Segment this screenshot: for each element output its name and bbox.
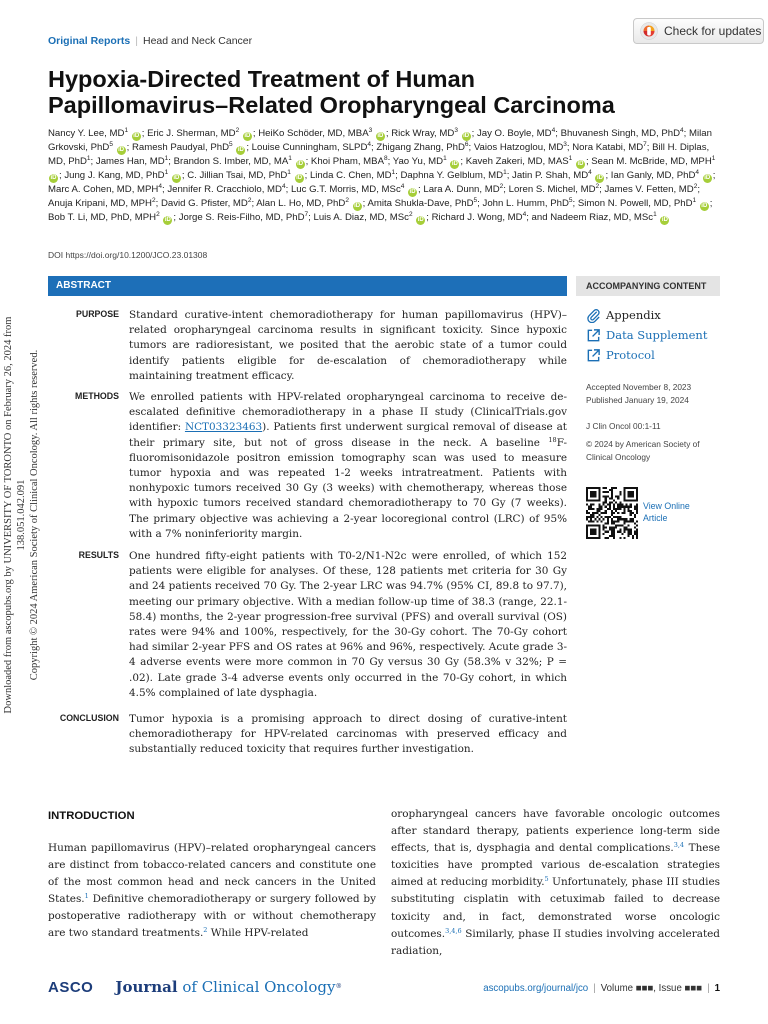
author-name: Bhuvanesh Singh, MD, PhD (560, 128, 681, 139)
affiliation-ref: 4 (588, 169, 592, 176)
abstract-heading: ABSTRACT (48, 276, 567, 296)
affiliation-ref: 1 (287, 169, 291, 176)
protocol-link[interactable]: Protocol (586, 345, 707, 365)
download-notice: Downloaded from ascopubs.org by UNIVERSITY OF TORONTO on February 26, 2024 from 138.051.042.091 Copyright © 2024 American Society of Clinical Oncology. All rights reserved. (3, 316, 40, 714)
author-name: James V. Fetten, MD (604, 184, 694, 195)
author-name: Alan L. Ho, MD, PhD (256, 198, 346, 209)
check-updates-icon (640, 22, 658, 40)
affiliation-ref: 1 (288, 155, 292, 162)
author-name: Daphna Y. Gelblum, MD (400, 170, 504, 181)
citation-ref[interactable]: 5 (544, 875, 549, 884)
affiliation-ref: 3 (563, 141, 567, 148)
affiliation-ref: 6 (464, 141, 469, 148)
author-name: Yao Yu, MD (392, 156, 444, 167)
author-name: Jatin P. Shah, MD (512, 170, 589, 181)
affiliation-ref: 3 (454, 127, 458, 134)
affiliation-ref: 1 (443, 155, 447, 162)
author-name: Linda C. Chen, MD (309, 170, 392, 181)
author-name: Louise Cunningham, SLPD (251, 142, 368, 153)
author-name: Nancy Y. Lee, MD (48, 128, 125, 139)
qr-code-icon[interactable] (586, 487, 638, 539)
affiliation-ref: 1 (503, 169, 507, 176)
orcid-icon[interactable]: iD (354, 203, 361, 209)
clinicaltrials-link[interactable]: NCT03323463 (184, 421, 263, 434)
intro-column-left: Human papillomavirus (HPV)–related oropharyngeal cancers are distinct from tobacco-related cancers and constitute one of the most common head and neck cancers in the United States.$^1$ Definitive chemoradiotherapy or surgery followed by postoperative radiotherapy with or without chemotherapy are two standard treatments.$^2$ While HPV-related (48, 842, 376, 940)
doi-link[interactable]: DOI https://doi.org/10.1200/JCO.23.01308 (48, 250, 208, 260)
results-label: RESULTS (78, 550, 119, 560)
external-link-icon (586, 348, 601, 363)
copyright-line: © 2024 by American Society of (586, 439, 700, 449)
orcid-icon[interactable]: iD (661, 217, 668, 223)
methods-text: We enrolled patients with HPV-related oropharyngeal carcinoma to receive de-escalated definitive chemoradiotherapy in a phase II study (ClinicalTrials.gov identifier: NCT03323463). Patients first underwent surgical removal of disease at their primary site, but not of gross disease in the neck. A baseline $^{18}$F-fluoromisonidazole positron emission tomography scan was used to measure tumor hypoxia and was repeated 1-2 weeks intratreatment. Patients with nonhypoxic tumors received 30 Gy (3 weeks) with chemotherapy, whereas those with hypoxic tumors received standard chemoradiotherapy to 70 Gy (7 weeks). The primary objective was achieving a 2-year locoregional control (LRC) of 95% with a 7% noninferiority margin. (129, 391, 567, 540)
article-title: Hypoxia-Directed Treatment of Human Papillomavirus–Related Oropharyngeal Carcinoma (48, 66, 615, 118)
affiliation-ref: 4 (400, 183, 405, 190)
author-name: Luis A. Diaz, MD, MSc (313, 212, 409, 223)
orcid-icon[interactable]: iD (164, 217, 171, 223)
author-name: Kaveh Zakeri, MD, MAS (465, 156, 569, 167)
affiliation-ref: 1 (86, 155, 91, 162)
affiliation-ref: 4 (551, 127, 556, 134)
footer-info: ascopubs.org/journal/jco | Volume ■■■, Issue ■■■ | 1 (483, 983, 720, 994)
published-date: Published January 19, 2024 (586, 395, 689, 405)
orcid-icon[interactable]: iD (409, 189, 416, 195)
introduction-heading: INTRODUCTION (48, 810, 135, 822)
author-name: Amita Shukla-Dave, PhD (367, 198, 474, 209)
affiliation-ref: 5 (568, 197, 573, 204)
author-name: James Han, MD (95, 156, 165, 167)
affiliation-ref: 1 (164, 155, 169, 162)
author-name: Zhigang Zhang, PhD (376, 142, 465, 153)
affiliation-ref: 2 (151, 197, 156, 204)
topic-label: Head and Neck Cancer (143, 35, 253, 47)
affiliation-ref: 1 (124, 127, 129, 134)
affiliation-ref: 4 (695, 169, 700, 176)
paperclip-icon (586, 308, 601, 323)
affiliation-ref: 4 (281, 183, 286, 190)
affiliation-ref: 4 (158, 183, 162, 190)
affiliation-ref: 2 (693, 183, 698, 190)
volume-issue: Volume ■■■, Issue ■■■ (600, 983, 703, 994)
author-name: Luc G.T. Morris, MD, MSc (290, 184, 401, 195)
orcid-icon[interactable]: iD (133, 133, 140, 139)
appendix-link[interactable]: Appendix (586, 305, 707, 325)
author-name: David G. Pfister, MD (160, 198, 248, 209)
author-name: Jennifer R. Cracchiolo, MD (167, 184, 282, 195)
author-name: Simon N. Powell, MD, PhD (577, 198, 693, 209)
citation-ref[interactable]: 1 (84, 892, 89, 901)
conclusion-text: Tumor hypoxia is a promising approach to direct dosing of curative-intent chemoradiotherapy for HPV-related carcinomas with preserved efficacy and substantially reduced toxicity that requires further investigation. (129, 713, 567, 756)
orcid-icon[interactable]: iD (297, 161, 304, 167)
citation-ref[interactable]: 3,4,6 (445, 926, 462, 935)
section-link[interactable]: Original Reports (48, 35, 131, 47)
data-supplement-link[interactable]: Data Supplement (586, 325, 707, 345)
author-name: Jorge S. Reis-Filho, MD, PhD (178, 212, 305, 223)
author-name: Nadeem Riaz, MD, MSc (550, 212, 654, 223)
affiliation-ref: 2 (345, 197, 349, 204)
affiliation-ref: 1 (653, 211, 657, 218)
affiliation-ref: 4 (367, 141, 372, 148)
author-name: Anuja Kripani, MD, MPH (48, 198, 152, 209)
citation-ref[interactable]: 2 (203, 926, 208, 935)
affiliation-ref: 7 (643, 141, 647, 148)
affiliation-ref: 2 (499, 183, 504, 190)
orcid-icon[interactable]: iD (296, 175, 303, 181)
affiliation-ref: 1 (568, 155, 573, 162)
affiliation-ref: 2 (247, 197, 252, 204)
author-name: Khoi Pham, MBA (310, 156, 384, 167)
affiliation-ref: 2 (595, 183, 600, 190)
author-name: Nora Katabi, MD (572, 142, 644, 153)
orcid-icon[interactable]: iD (377, 133, 384, 139)
author-name: Brandon S. Imber, MD, MA (173, 156, 289, 167)
author-name: Marc A. Cohen, MD, MPH (48, 184, 159, 195)
author-list: Nancy Y. Lee, $MD^1$ iD ; Eric J. Sherman, $MD^2$ iD ; HeiKo Schöder, MD, MBA$^3$ iD ; Rick Wray, $MD^3$ iD ; Jay O. Boyle, $MD^4$; Bhuvanesh Singh, MD, PhD$^4$; Milan Grkovski, PhD$^5$ iD ; Ramesh Paudyal, PhD$^5$ iD ; Louise Cunningham, SLPD$^4$; Zhigang Zhang, PhD$^6$; Vaios Hatzoglou, $MD^3$; Nora Katabi, $MD^7$; Bill H. Diplas, MD, PhD$^1$; James Han, $MD^1$; Brandon S. Imber, MD, $MA^1$ iD ; Khoi Pham, MBA$^8$; Yao Yu, $MD^1$ iD ; Kaveh Zakeri, MD, MAS$^1$ iD ; Sean M. McBride, MD, MPH$^1$ iD ; Jung J. Kang, MD, PhD$^1$ iD ; C. Jillian Tsai, MD, PhD$^1$ iD ; Linda C. Chen, $MD^1$; Daphna Y. Gelblum, $MD^1$; Jatin P. Shah, $MD^4$ iD ; Ian Ganly, MD, PhD$^4$ iD ; Marc A. Cohen, MD, MPH$^4$; Jennifer R. Cracchiolo, $MD^4$; Luc G.T. Morris, MD, MSc$^4$ iD ; Lara A. Dunn, $MD^2$; Loren S. Michel, $MD^2$; James V. Fetten, $MD^2$; Anuja Kripani, MD, MPH$^2$; David G. Pfister, $MD^2$; Alan L. Ho, MD, PhD$^2$ iD ; Amita Shukla-Dave, PhD$^5$; John L. Humm, PhD$^5$; Simon N. Powell, MD, PhD$^1$ iD ; Bob T. Li, MD, PhD, MPH$^2$ iD ; Jorge S. Reis-Filho, MD, PhD$^7$; Luis A. Diaz, MD, MSc$^2$ iD ; Richard J. Wong, $MD^4$; and Nadeem Riaz, MD, MSc$^1$ iD (48, 127, 716, 223)
affiliation-ref: 1 (711, 155, 716, 162)
affiliation-ref: 1 (391, 169, 396, 176)
author-name: Rick Wray, MD (391, 128, 455, 139)
author-name: Sean M. McBride, MD, MPH (591, 156, 712, 167)
orcid-icon[interactable]: iD (701, 203, 708, 209)
journal-logo: Journal of Clinical Oncology® (115, 978, 342, 996)
author-name: Eric J. Sherman, MD (147, 128, 236, 139)
author-name: Richard J. Wong, MD (431, 212, 523, 223)
purpose-text: Standard curative-intent chemoradiotherapy for human papillomavirus (HPV)–related oropharyngeal carcinoma results in significant toxicity. Since hypoxic tumors are radioresistant, we posited that the aerobic state of a tumor could identify patients eligible for de-escalation of chemoradiotherapy while maintaining treatment efficacy. (129, 309, 567, 382)
author-name: Loren S. Michel, MD (508, 184, 596, 195)
view-online-article-link[interactable]: View Online Article (643, 501, 690, 523)
affiliation-ref: 7 (304, 211, 309, 218)
orcid-icon[interactable]: iD (50, 175, 57, 181)
affiliation-ref: 2 (235, 127, 240, 134)
affiliation-ref: 1 (692, 197, 697, 204)
author-name: Ian Ganly, MD, PhD (610, 170, 696, 181)
orcid-icon[interactable]: iD (237, 147, 244, 153)
external-link-icon (586, 328, 601, 343)
author-name: Jung J. Kang, MD, PhD (64, 170, 165, 181)
asco-logo: ASCO (48, 978, 94, 996)
citation-ref[interactable]: 3,4 (673, 841, 685, 850)
page-number: 1 (714, 983, 720, 994)
check-updates-label: Check for updates (664, 24, 762, 38)
publication-dates (586, 381, 691, 407)
author-name: Vaios Hatzoglou, MD (473, 142, 564, 153)
affiliation-ref: 5 (473, 197, 478, 204)
orcid-icon[interactable]: iD (463, 133, 470, 139)
author-name: Bob T. Li, MD, PhD, MPH (48, 212, 157, 223)
affiliation-ref: 2 (408, 211, 413, 218)
author-name: Milan Grkovski, PhD (48, 128, 712, 153)
intro-column-right: oropharyngeal cancers have favorable oncologic outcomes after standard therapy, patients experience long-term side effects, that is, dysphagia and dental complications.$^{3,4}$ These toxicities have prompted various de-escalation strategies aimed at reducing morbidity.$^5$ Unfortunately, phase III studies substituting cisplatin with cetuximab failed to decrease toxicity and, in fact, demonstrated worse oncologic outcomes.$^{3,4,6}$ Similarly, phase II studies involving accelerated radiation, (391, 808, 720, 957)
orcid-icon[interactable]: iD (417, 217, 424, 223)
affiliation-ref: 4 (522, 211, 527, 218)
article-category: Original Reports | Head and Neck Cancer (48, 35, 253, 47)
affiliation-ref: 5 (229, 141, 233, 148)
author-name: John L. Humm, PhD (482, 198, 569, 209)
check-for-updates-button[interactable] (633, 18, 764, 44)
author-name: Ramesh Paudyal, PhD (131, 142, 230, 153)
affiliation-ref: 5 (109, 141, 113, 148)
citation-block (586, 420, 700, 464)
affiliation-ref: 2 (156, 211, 160, 218)
orcid-icon[interactable]: iD (173, 175, 180, 181)
conclusion-label: CONCLUSION (59, 713, 119, 723)
methods-label: METHODS (75, 391, 119, 401)
accompanying-content-heading: ACCOMPANYING CONTENT (576, 276, 720, 296)
results-text: One hundred fifty-eight patients with T0-2/N1-N2c were enrolled, of which 152 patients were eligible for analyses. Of these, 128 patients met criteria for 30 Gy and 24 patients received 70 Gy. The 2-year LRC was 94.7% (95% CI, 89.8 to 97.7), meeting our primary objective. With a median follow-up time of 38.3 (range, 22.1-58.4) months, the 2-year progression-free survival (PFS) and overall survival (OS) rates were 94% and 100%, respectively, for the 30-Gy cohort. The 70-Gy cohort had similar 2-year PFS and OS rates at 96% and 96%, respectively. Acute grade 3-4 adverse events were more common in 70 Gy versus 30 Gy (58.3% v 32%; P = .02). Late grade 3-4 adverse events only occurred in the 70-Gy cohort, in which 4.5% complained of late dysphagia. (129, 550, 567, 699)
journal-url-link[interactable]: ascopubs.org/journal/jco (483, 983, 589, 994)
purpose-label: PURPOSE (75, 309, 119, 319)
journal-citation: J Clin Oncol 00:1-11 (586, 421, 661, 431)
orcid-icon[interactable]: iD (704, 175, 711, 181)
author-name: Bill H. Diplas, MD, PhD (48, 142, 710, 167)
footer-branding (48, 978, 342, 996)
affiliation-ref: 8 (383, 155, 388, 162)
copyright-line: Clinical Oncology (586, 452, 651, 462)
author-name: Lara A. Dunn, MD (423, 184, 500, 195)
orcid-icon[interactable]: iD (451, 161, 458, 167)
affiliation-ref: 3 (368, 127, 373, 134)
orcid-icon[interactable]: iD (577, 161, 584, 167)
accepted-date: Accepted November 8, 2023 (586, 382, 692, 392)
author-name: Jay O. Boyle, MD (476, 128, 552, 139)
orcid-icon[interactable]: iD (244, 133, 251, 139)
accompanying-links (586, 305, 707, 365)
affiliation-ref: 4 (680, 127, 684, 134)
author-name: HeiKo Schöder, MD, MBA (258, 128, 369, 139)
author-name: C. Jillian Tsai, MD, PhD (187, 170, 288, 181)
orcid-icon[interactable]: iD (118, 147, 125, 153)
orcid-icon[interactable]: iD (596, 175, 603, 181)
affiliation-ref: 1 (164, 169, 169, 176)
